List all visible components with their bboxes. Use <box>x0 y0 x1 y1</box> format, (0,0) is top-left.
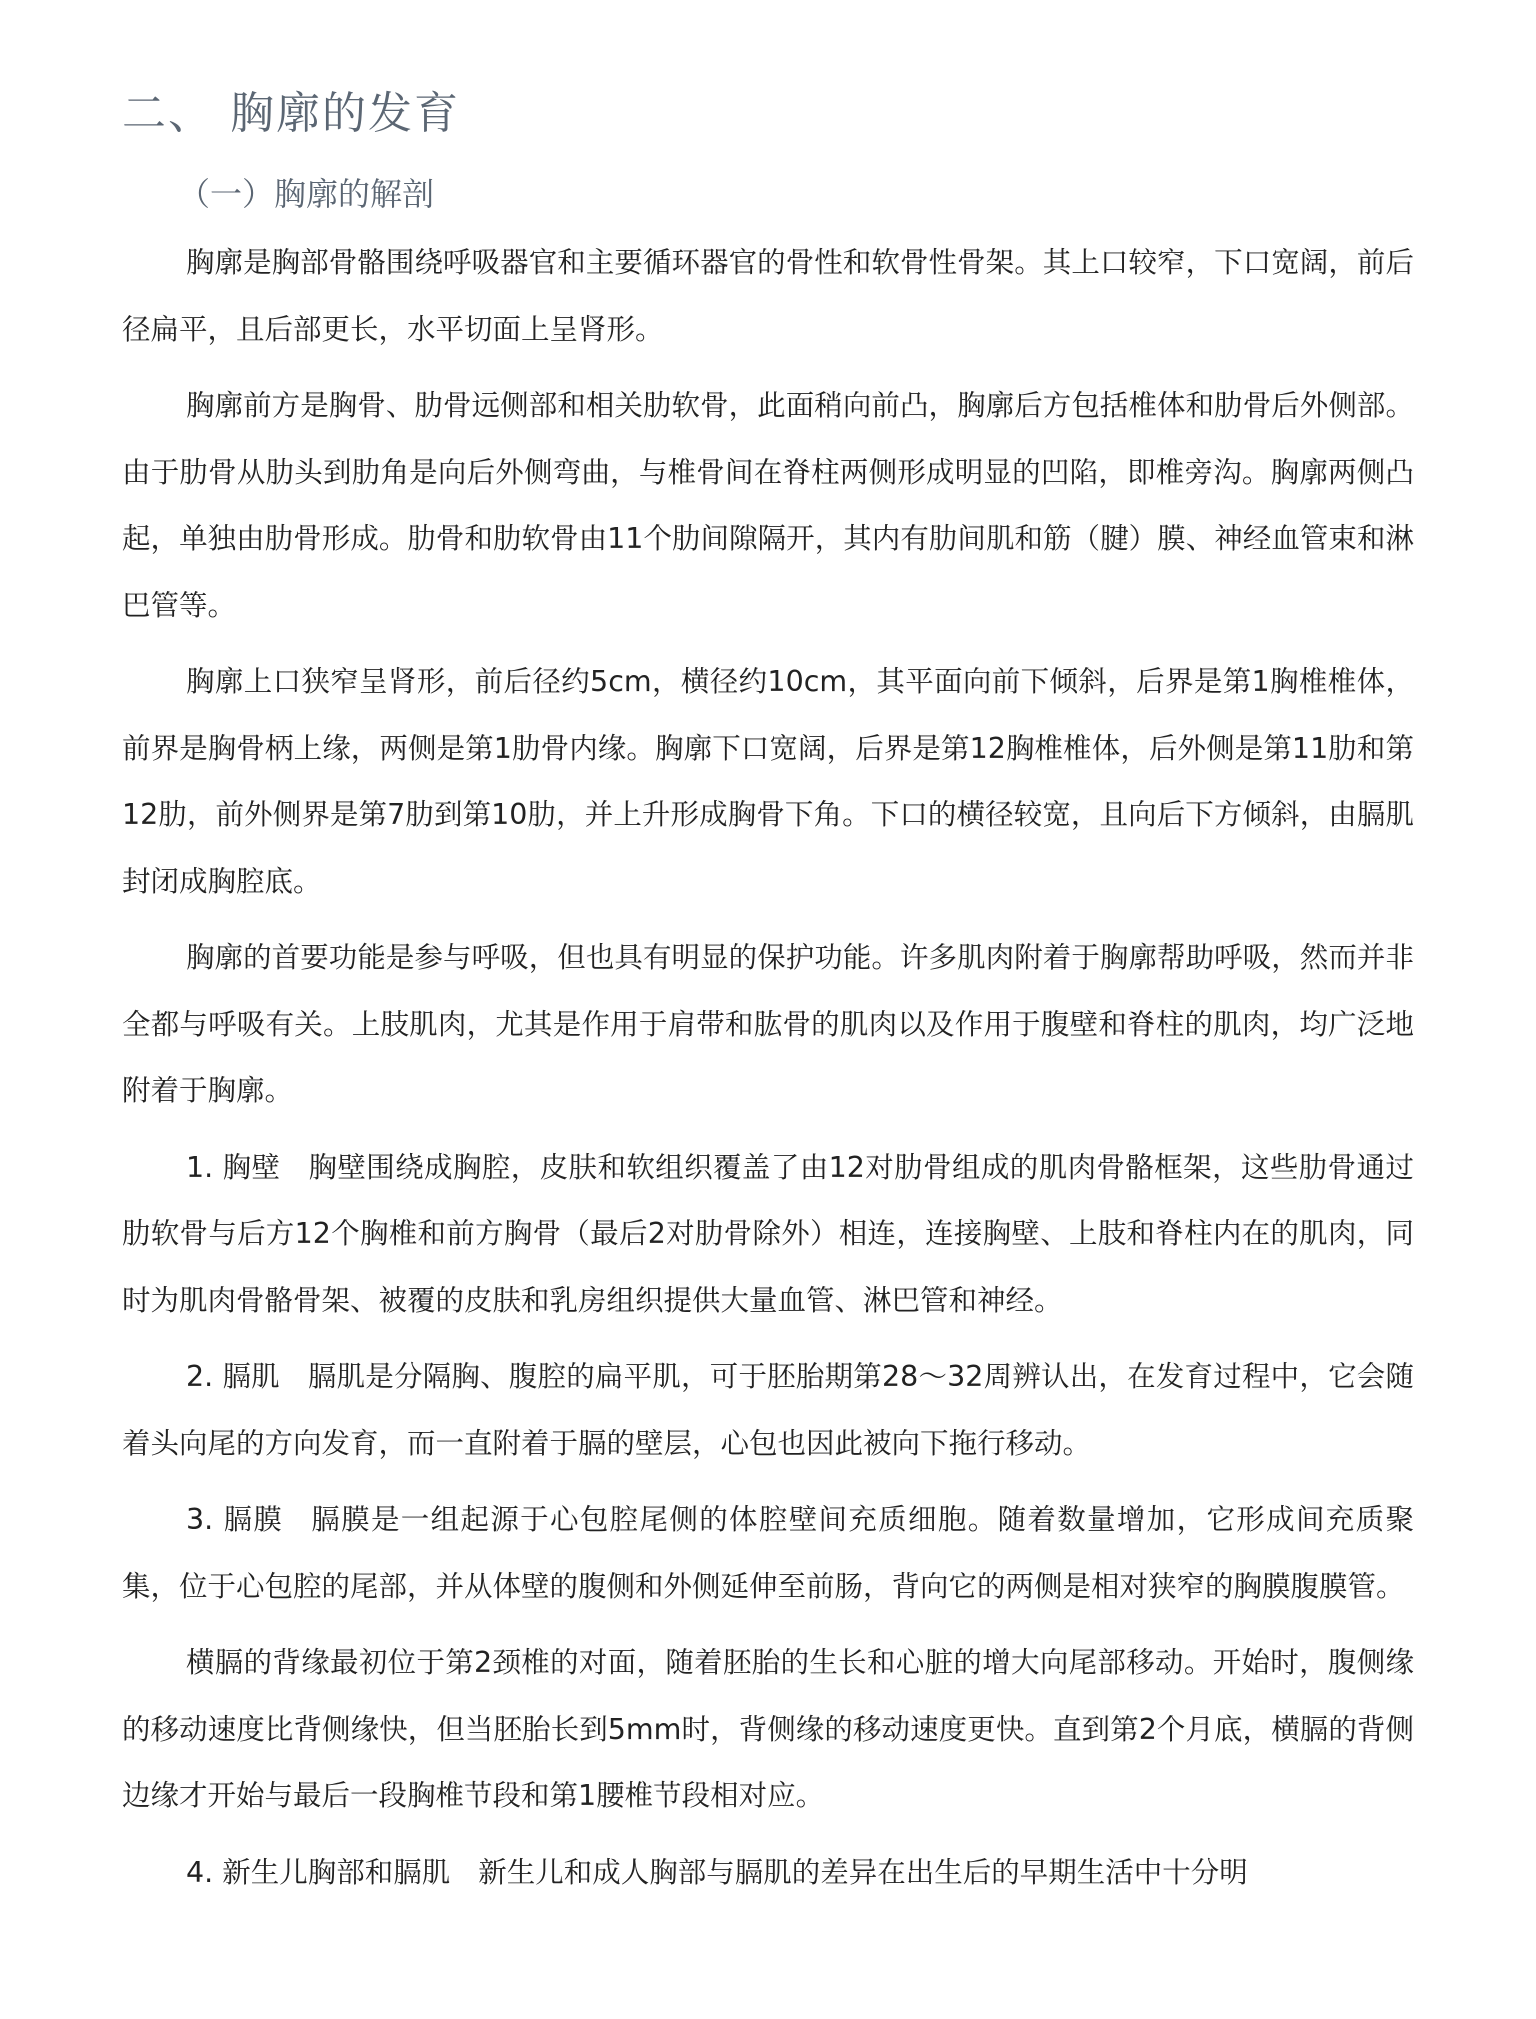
item-term: 3. 膈膜 <box>186 1503 284 1536</box>
paragraph-text: 胸廓是胸部骨骼围绕呼吸器官和主要循环器官的骨性和软骨性骨架。其上口较窄，下口宽阔，前后径扁平，且后部更长，水平切面上呈肾形。 <box>122 246 1414 346</box>
item-term: 4. 新生儿胸部和膈肌 <box>186 1855 451 1889</box>
item-term: 1. 胸壁 <box>186 1150 281 1184</box>
paragraph-chest-wall <box>122 1135 1414 1335</box>
paragraph <box>122 230 1414 363</box>
paragraph <box>122 1630 1414 1830</box>
paragraph <box>122 373 1414 639</box>
section-number: 二、 <box>122 88 214 139</box>
paragraph-text: 胸廓上口狭窄呈肾形，前后径约5cm，横径约10cm，其平面向前下倾斜，后界是第1胸椎椎体，前界是胸骨柄上缘，两侧是第1肋骨内缘。胸廓下口宽阔，后界是第12胸椎椎体，后外侧是第11肋和第12肋，前外侧界是第7肋到第10肋，并上升形成胸骨下角。下口的横径较宽，且向后下方倾斜，由膈肌封闭成胸腔底。 <box>122 665 1414 898</box>
paragraph-diaphragm-muscle <box>122 1344 1414 1477</box>
section-heading <box>122 84 1414 144</box>
paragraph-text: 胸壁围绕成胸腔，皮肤和软组织覆盖了由12对肋骨组成的肌肉骨骼框架，这些肋骨通过肋软骨与后方12个胸椎和前方胸骨（最后2对肋骨除外）相连，连接胸壁、上肢和脊柱内在的肌肉，同时为肌肉骨骼骨架、被覆的皮肤和乳房组织提供大量血管、淋巴管和神经。 <box>122 1150 1414 1317</box>
paragraph <box>122 925 1414 1125</box>
subsection-heading: （一）胸廓的解剖 <box>178 175 435 213</box>
paragraph-septum <box>122 1487 1414 1620</box>
paragraph <box>122 649 1414 915</box>
section-title: 胸廓的发育 <box>230 88 460 139</box>
paragraph-text: 膈膜是一组起源于心包腔尾侧的体腔壁间充质细胞。随着数量增加，它形成间充质聚集，位于心包腔的尾部，并从体壁的腹侧和外侧延伸至前肠，背向它的两侧是相对狭窄的胸膜腹膜管。 <box>122 1503 1414 1603</box>
paragraph-newborn <box>122 1840 1414 1907</box>
paragraph-text: 胸廓前方是胸骨、肋骨远侧部和相关肋软骨，此面稍向前凸，胸廓后方包括椎体和肋骨后外侧部。由于肋骨从肋头到肋角是向后外侧弯曲，与椎骨间在脊柱两侧形成明显的凹陷，即椎旁沟。胸廓两侧凸起，单独由肋骨形成。肋骨和肋软骨由11个肋间隙隔开，其内有肋间肌和筋（腱）膜、神经血管束和淋巴管等。 <box>122 389 1414 622</box>
paragraph-text: 胸廓的首要功能是参与呼吸，但也具有明显的保护功能。许多肌肉附着于胸廓帮助呼吸，然而并非全都与呼吸有关。上肢肌肉，尤其是作用于肩带和肱骨的肌肉以及作用于腹壁和脊柱的肌肉，均广泛地附着于胸廓。 <box>122 941 1414 1107</box>
item-term: 2. 膈肌 <box>186 1360 280 1393</box>
paragraph-text: 膈肌是分隔胸、腹腔的扁平肌，可于胚胎期第28～32周辨认出，在发育过程中，它会随着头向尾的方向发育，而一直附着于膈的壁层，心包也因此被向下拖行移动。 <box>122 1360 1414 1460</box>
paragraph-text: 新生儿和成人胸部与膈肌的差异在出生后的早期生活中十分明 <box>478 1855 1248 1889</box>
paragraph-text: 横膈的背缘最初位于第2颈椎的对面，随着胚胎的生长和心脏的增大向尾部移动。开始时，腹侧缘的移动速度比背侧缘快，但当胚胎长到5mm时，背侧缘的移动速度更快。直到第2个月底，横膈的背侧边缘才开始与最后一段胸椎节段和第1腰椎节段相对应。 <box>122 1646 1414 1812</box>
